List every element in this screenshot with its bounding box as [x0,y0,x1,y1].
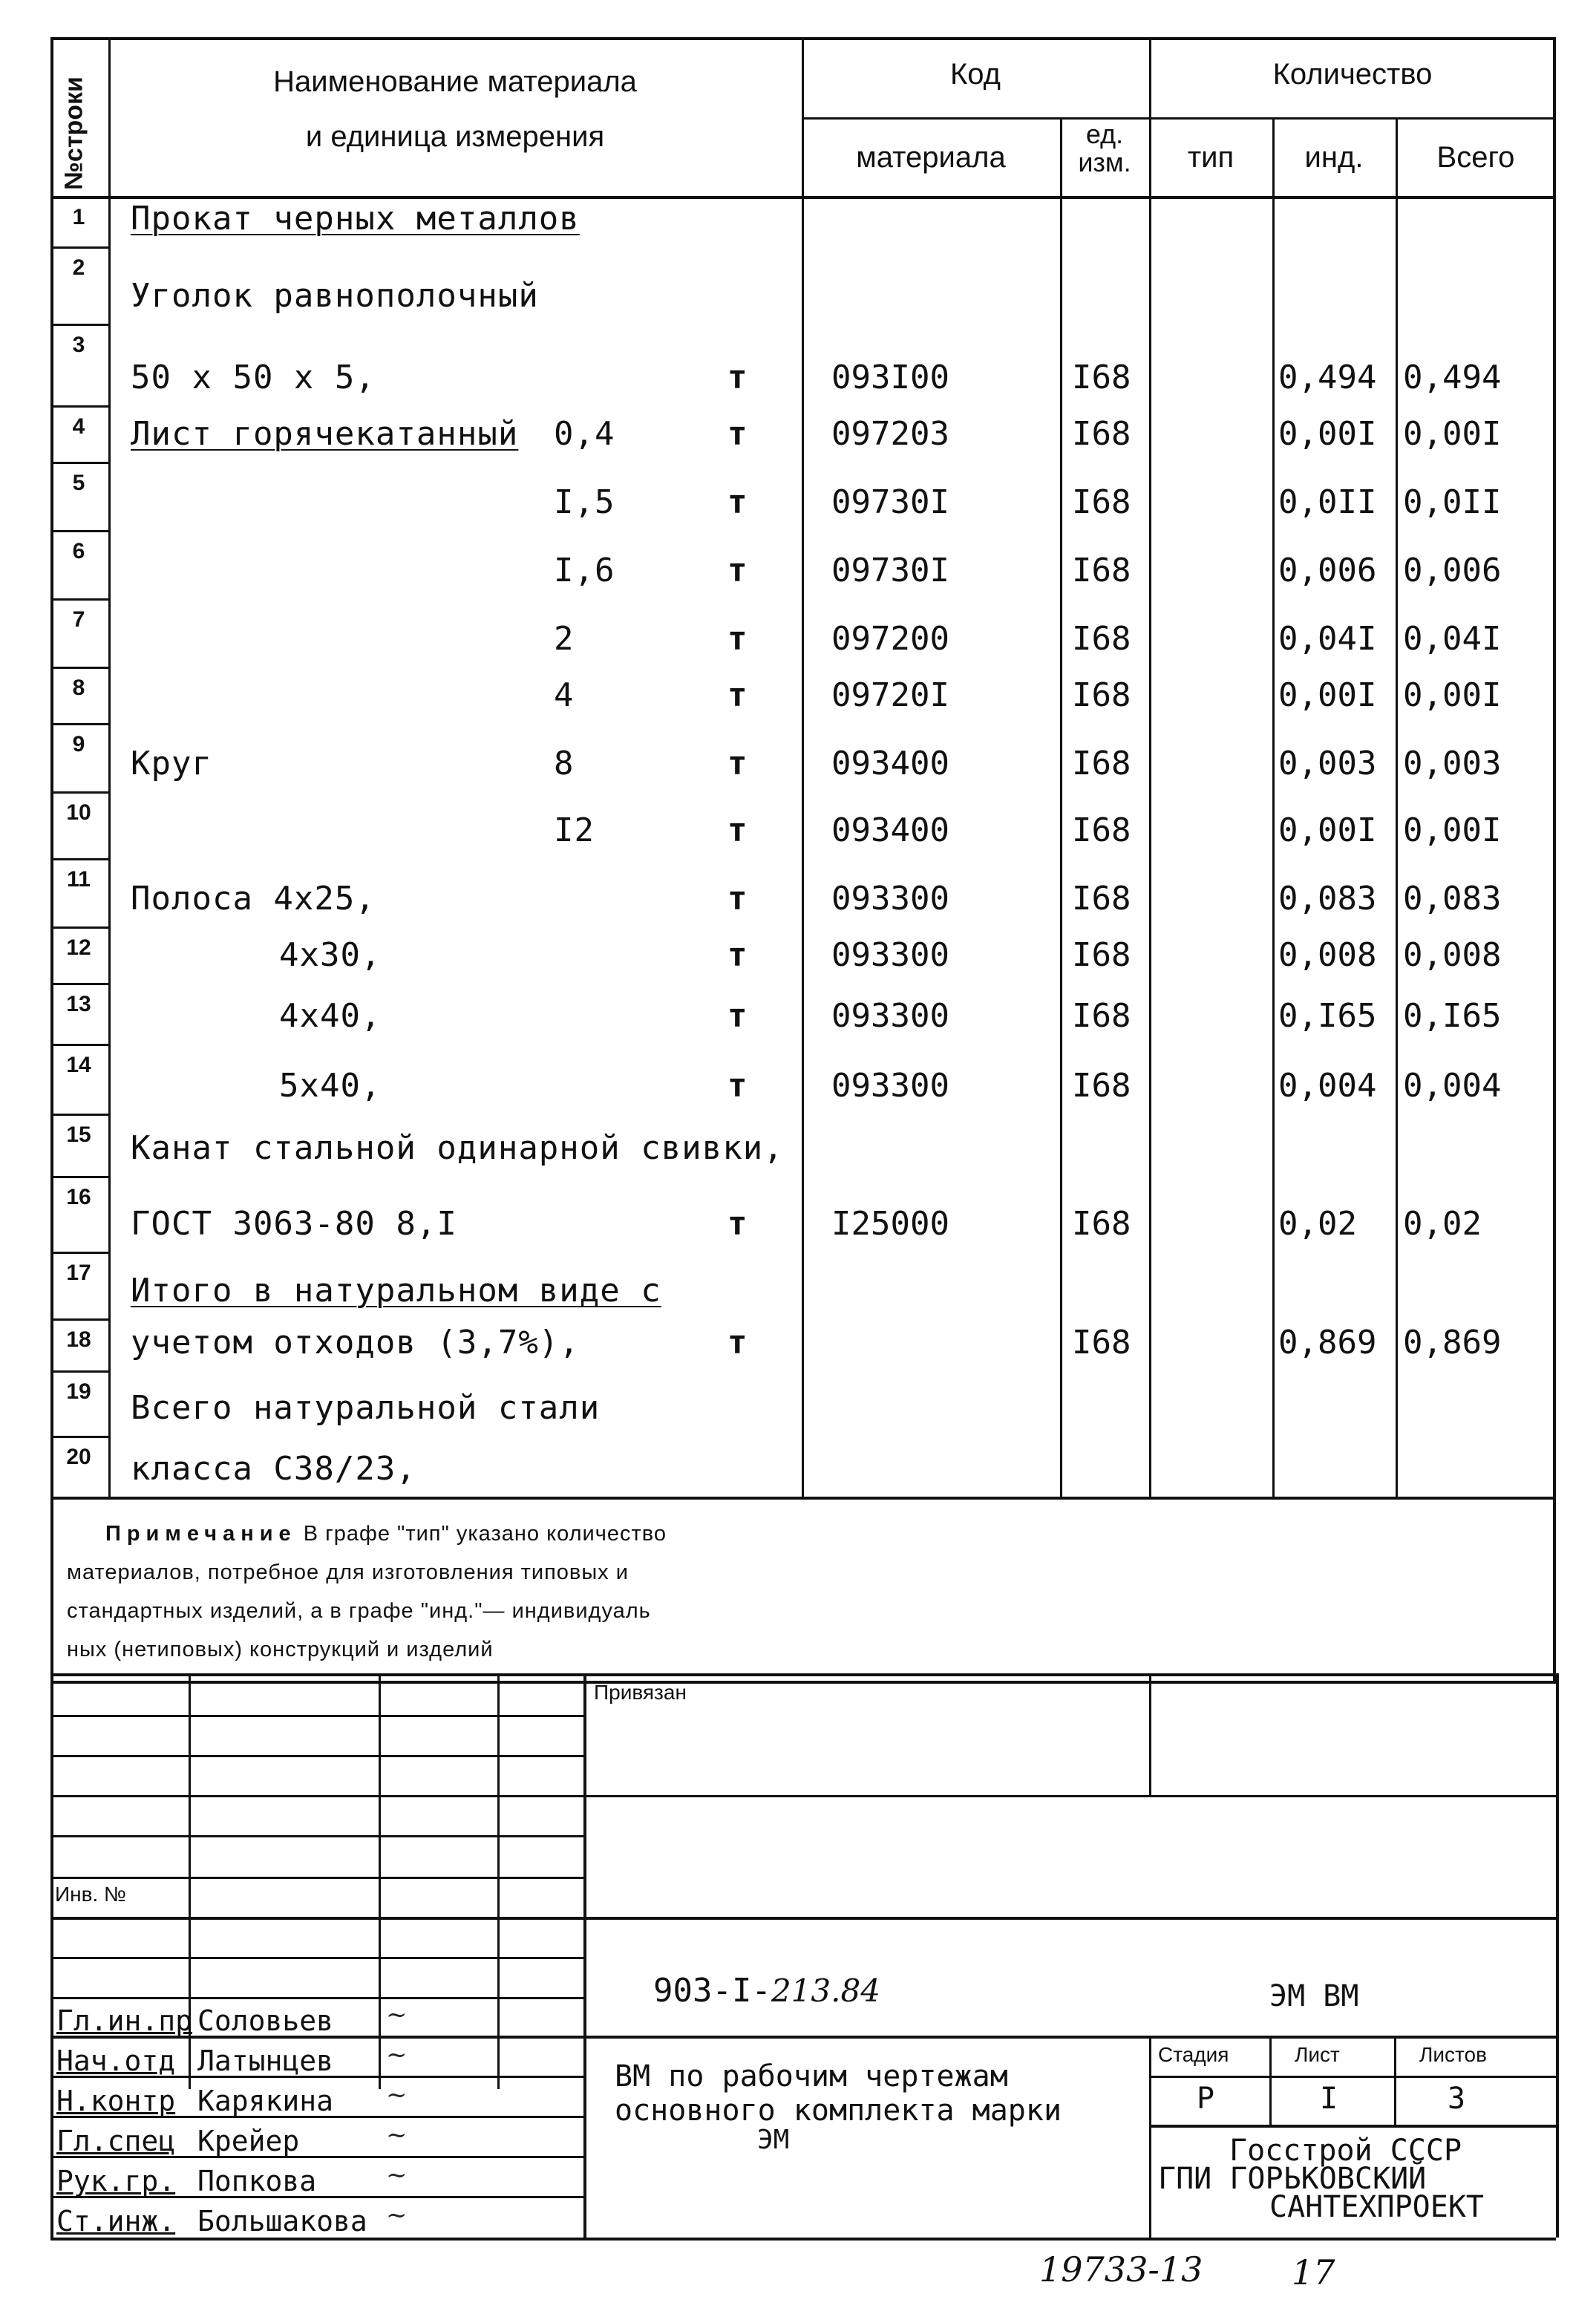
stamp-top [50,1673,1556,1676]
individual-quantity: 0,869 [1278,1324,1377,1362]
material-code: 093400 [831,811,949,849]
material-size: 2 [554,620,575,658]
individual-quantity: 0,00I [1278,676,1377,714]
col-divider [1272,117,1275,1497]
individual-quantity: 0,00I [1278,811,1377,849]
document-code [653,1972,880,2010]
row-number: 9 [72,732,85,756]
title-line1: ВМ по рабочим чертежам [615,2059,1008,2094]
row-divider [50,858,108,860]
material-name: Прокат черных металлов [131,200,580,238]
individual-quantity: 0,02 [1278,1205,1357,1243]
material-code: 09730I [831,483,949,521]
total-quantity: 0,00I [1403,676,1502,714]
signer-name: Латынцев [197,2045,334,2077]
unit-code: I68 [1072,676,1131,714]
signature-icon: ~ [386,2000,408,2030]
signer-name: Соловьев [197,2004,334,2037]
individual-quantity: 0,004 [1278,1067,1377,1105]
material-name: 4х40, [279,997,382,1035]
stamp-col [583,1673,586,2238]
row-number: 14 [66,1053,91,1077]
sheet-value: I [1320,2082,1338,2116]
unit-of-measure: т [727,415,748,453]
table-body-bottom [50,1497,1556,1500]
note-line4: ных (нетиповых) конструкций и изделий [67,1638,494,1661]
stamp-bottom [50,2238,1556,2241]
material-code: 097200 [831,620,949,658]
total-quantity: 0,083 [1403,880,1502,918]
row-number: 15 [66,1122,91,1147]
total-quantity: 0,00I [1403,811,1502,849]
individual-quantity: 0,00I [1278,415,1377,453]
row-divider [50,405,108,408]
stamp-row [1149,2125,1556,2128]
note-line2: материалов, потребное для изготовления типовых и [67,1560,629,1584]
unit-of-measure: т [727,811,748,849]
stage-label: Стадия [1158,2043,1229,2066]
ind-header: инд. [1304,141,1364,174]
stamp-row [50,1877,583,1879]
row-divider [50,1044,108,1046]
signature-icon: ~ [386,2120,408,2150]
unit-of-measure: т [727,620,748,658]
row-number: 7 [72,607,85,632]
unit-of-measure: т [727,483,748,521]
material-code: 09730I [831,552,949,589]
sheet-label: Лист [1295,2043,1340,2066]
page-number: 17 [1292,2252,1335,2292]
row-number: 2 [72,255,85,280]
unit-of-measure: т [727,676,748,714]
unit-header-line2: изм. [1078,147,1131,177]
row-divider [50,598,108,601]
document-code-handwritten: 213.84 [771,1973,880,2009]
individual-quantity: 0,083 [1278,880,1377,918]
name-header-line1: Наименование материала [273,65,637,98]
material-name: Лист горячекатанный [131,415,519,453]
signature-icon: ~ [386,2040,408,2070]
row-divider [50,667,108,669]
individual-quantity: 0,I65 [1278,997,1377,1035]
total-quantity: 0,04I [1403,620,1502,658]
quantity-header: Количество [1272,58,1433,91]
org-line2: ГПИ ГОРЬКОВСКИЙ [1158,2162,1427,2196]
individual-quantity: 0,04I [1278,620,1377,658]
row-divider [50,723,108,725]
header-divider [802,117,1556,120]
material-name: Круг [131,745,212,782]
unit-code: I68 [1072,811,1131,849]
note [67,1514,1106,1669]
stamp-col [497,1673,500,2089]
document-mark: ЭМ ВМ [1269,1979,1359,2013]
stage-value: Р [1197,2082,1215,2116]
note-line3: стандартных изделий, а в графе "инд."— индивидуаль [67,1599,651,1623]
signature-icon: ~ [386,2080,408,2110]
material-size: I,5 [554,483,615,521]
individual-quantity: 0,008 [1278,936,1377,974]
row-number: 1 [72,205,85,229]
unit-code: I68 [1072,936,1131,974]
attached-label: Привязан [594,1681,687,1704]
row-number: 4 [72,414,85,439]
name-header-line2: и единица измерения [305,120,605,153]
total-quantity: 0,004 [1403,1067,1502,1105]
col-divider [1149,37,1151,1497]
material-code: 093I00 [831,359,949,396]
material-code: 097203 [831,415,949,453]
material-name: Всего натуральной стали [131,1389,601,1427]
material-code: 09720I [831,676,949,714]
unit-of-measure: т [727,1067,748,1105]
total-quantity: 0,008 [1403,936,1502,974]
signer-role: Н.контр [56,2085,176,2117]
stamp-row [50,1997,583,1999]
col-divider [1396,117,1398,1497]
total-quantity: 0,02 [1403,1205,1482,1243]
unit-of-measure: т [727,880,748,918]
org-line3: САНТЕХПРОЕКТ [1269,2190,1484,2224]
row-number: 5 [72,471,85,495]
material-size: I,6 [554,552,615,589]
material-name: Итого в натуральном виде с [131,1272,661,1310]
row-divider [50,324,108,326]
material-size: 4 [554,676,575,714]
individual-quantity: 0,494 [1278,359,1377,396]
individual-quantity: 0,006 [1278,552,1377,589]
sheets-label: Листов [1419,2043,1487,2066]
signature-icon: ~ [386,2160,408,2190]
unit-code: I68 [1072,552,1131,589]
stamp-row [50,1835,583,1837]
unit-code: I68 [1072,483,1131,521]
unit-code: I68 [1072,880,1131,918]
inventory-number-label: Инв. № [55,1883,127,1906]
material-size: I2 [554,811,595,849]
material-name: ГОСТ 3063-80 8,I [131,1205,457,1243]
total-quantity: 0,I65 [1403,997,1502,1035]
total-header: Всего [1436,141,1515,174]
signer-name: Карякина [197,2085,334,2117]
stamp-row [50,1715,583,1717]
org-line1: Госстрой СССР [1229,2134,1462,2168]
stamp-col [1269,2036,1272,2125]
row-divider [50,246,108,249]
signer-role: Гл.спец [56,2125,176,2157]
unit-code: I68 [1072,415,1131,453]
signer-role: Нач.отд [56,2045,176,2077]
row-divider [50,530,108,532]
unit-of-measure: т [727,936,748,974]
unit-code: I68 [1072,620,1131,658]
individual-quantity: 0,003 [1278,745,1377,782]
row-divider [50,1252,108,1254]
material-name: учетом отходов (3,7%), [131,1324,580,1362]
stamp-row [50,1917,1556,1920]
row-number: 19 [66,1379,91,1404]
row-divider [50,462,108,464]
unit-code: I68 [1072,1205,1131,1243]
material-name: Уголок равнополочный [131,277,539,315]
row-number: 12 [66,935,91,960]
unit-code: I68 [1072,1324,1131,1362]
stamp-row [50,1795,1556,1797]
row-number: 10 [66,800,91,825]
total-quantity: 0,006 [1403,552,1502,589]
signer-name: Попкова [197,2165,317,2197]
row-number: 3 [72,333,85,357]
unit-of-measure: т [727,359,748,396]
material-name: 50 х 50 х 5, [131,359,376,396]
unit-of-measure: т [727,997,748,1035]
unit-code: I68 [1072,997,1131,1035]
unit-of-measure: т [727,745,748,782]
archive-number: 19733-13 [1039,2249,1203,2290]
material-code-header: материала [856,141,1006,174]
row-number: 8 [72,676,85,700]
row-number-header: №строки [59,76,88,190]
material-code: 093300 [831,997,949,1035]
row-divider [50,1370,108,1373]
total-quantity: 0,0II [1403,483,1502,521]
stamp-row [50,1957,583,1959]
material-code: 093300 [831,880,949,918]
document-code-prefix: 903-I- [653,1972,771,2010]
individual-quantity: 0,0II [1278,483,1377,521]
material-code: 093300 [831,1067,949,1105]
row-number: 13 [66,992,91,1016]
total-quantity: 0,003 [1403,745,1502,782]
signer-role: Гл.ин.пр [56,2004,193,2037]
row-divider [50,1176,108,1178]
unit-header [1060,120,1149,177]
material-name: 5х40, [279,1067,382,1105]
stamp-right [1556,1673,1559,2238]
total-quantity: 0,869 [1403,1324,1502,1362]
row-number: 18 [66,1327,91,1352]
total-quantity: 0,00I [1403,415,1502,453]
signature-icon: ~ [386,2200,408,2230]
row-divider [50,1114,108,1116]
row-divider [50,1436,108,1438]
type-header: тип [1187,141,1234,174]
stamp-row [50,1755,583,1757]
unit-code: I68 [1072,745,1131,782]
material-size: 0,4 [554,415,615,453]
material-code: 093300 [831,936,949,974]
material-size: 8 [554,745,575,782]
row-divider [50,926,108,929]
signer-role: Ст.инж. [56,2205,176,2238]
material-name: Полоса 4х25, [131,880,376,918]
unit-code: I68 [1072,359,1131,396]
material-name: 4х30, [279,936,382,974]
unit-header-line1: ед. [1085,119,1124,149]
stamp-col [1394,2036,1396,2125]
row-divider [50,983,108,985]
signer-role: Рук.гр. [56,2165,176,2197]
stamp-col [379,1673,381,2089]
row-number: 20 [66,1445,91,1469]
material-code: I25000 [831,1205,949,1243]
signer-name: Крейер [197,2125,300,2157]
row-number: 11 [67,867,91,892]
stamp-left [50,1673,53,2238]
row-divider [50,791,108,794]
signer-name: Большакова [197,2205,367,2238]
row-divider [50,1318,108,1321]
note-line1: В графе "тип" указано количество [296,1522,667,1546]
material-name: класса С38/23, [131,1450,416,1488]
note-lead: Примечание [105,1522,297,1546]
row-number: 16 [66,1185,91,1209]
material-code: 093400 [831,745,949,782]
col-divider [802,37,804,1497]
total-quantity: 0,494 [1403,359,1502,396]
stamp-row [1149,2076,1556,2078]
stamp-col [1149,1673,1151,1795]
unit-of-measure: т [727,1205,748,1243]
sheets-value: 3 [1448,2082,1466,2116]
title-line3: ЭМ [757,2125,790,2155]
col-divider [1060,117,1062,1497]
col-divider [108,37,111,1497]
unit-of-measure: т [727,552,748,589]
unit-of-measure: т [727,1324,748,1362]
stamp-col [1149,2036,1151,2238]
row-number: 17 [66,1261,91,1285]
unit-code: I68 [1072,1067,1131,1105]
row-number: 6 [72,539,85,563]
code-header: Код [949,58,1001,91]
material-name: Канат стальной одинарной свивки, [131,1129,784,1167]
title-line2: основного комплекта марки [615,2094,1062,2128]
